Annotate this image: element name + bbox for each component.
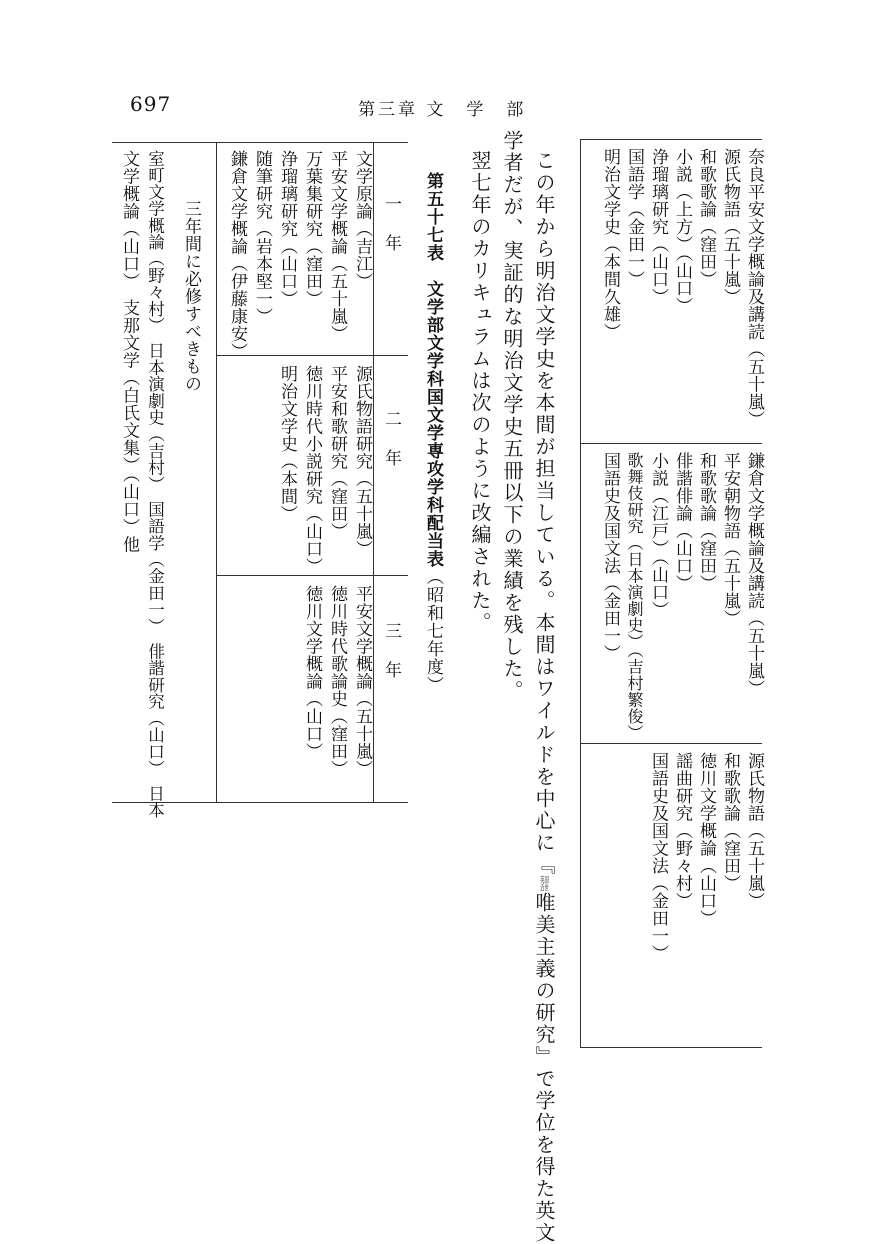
required-line-1: 室町文学概論（野々村） 日本演劇史（吉村） 国語学（金田一） 俳諧研究（山口） 日本 [145,150,165,819]
list-item: 平安文学概論（五十嵐） [352,585,372,778]
required-label: 三年間に必修すべきもの [181,200,201,393]
chapter-label: 第三章 [358,100,418,120]
list-item: 国語史及国文法（金田一） [600,452,620,662]
list-item: 国語学（金田一） [624,148,644,288]
list-item: 奈良平安文学概論及講読（五十嵐） [744,148,764,428]
list-item: 源氏物語（五十嵐） [744,752,764,910]
list-item: 平安文学概論（五十嵐） [327,150,347,343]
year2-column [220,365,372,575]
list-item: 和歌歌論（窪田） [720,752,740,892]
prose-line-3: 翌七年のカリキュラムは次のように改編された。 [468,150,492,634]
prose-line-1-a: この年から明治文学史を本間が担当している。本間はワイルドを中心に『 [532,150,556,876]
list-item: 平安朝物語（五十嵐） [720,452,740,627]
prose-line-2: 学者だが、実証的な明治文学史五冊以下の業績を残した。 [500,130,524,702]
list-item: 鎌倉文学概論（伊藤康安） [227,150,247,360]
list-item: 歌舞伎研究（日本演劇史）（吉村繁俊） [625,452,644,741]
prev-table-divider-1 [580,443,762,444]
prev-table-divider-2 [580,743,762,744]
required-line-2: 文学概論（山口） 支那文学（白氏文集）（山口）他 [119,150,139,553]
prev-table-col1 [590,148,762,443]
list-item: 小説（上方）（山口） [672,148,692,315]
ruby-annotation-2: 近世 [540,884,549,892]
list-item: 謡曲研究（野々村） [672,752,692,910]
prev-table-bottom-rule [580,1047,762,1048]
table-title: 文学部文学科国文学専攻学科配当表 [423,280,443,568]
list-item: 俳諧俳論（山口） [672,452,692,592]
list-item: 浄瑠璃研究（山口） [648,148,668,306]
prev-table-col2 [590,452,762,742]
table-divider-2 [216,575,408,576]
year1-column [220,150,372,360]
list-item: 小説（江戸）（山口） [648,452,668,619]
list-item: 徳川文学概論（山口） [302,585,322,760]
table-header-rule [373,142,374,803]
list-item: 徳川時代小説研究（山口） [302,365,322,575]
year3-header: 三年 [381,622,401,700]
list-item: 明治文学史（本間） [277,365,297,523]
list-item: 文学原論（吉江） [352,150,372,290]
ruby-annotation-1: 英国 [540,876,549,884]
prev-table-col3 [590,752,762,1042]
list-item: 万葉集研究（窪田） [302,150,322,308]
table-top-rule [112,142,408,143]
page-number: 697 [130,92,172,116]
table-year-note: （昭和七年度） [423,568,443,694]
list-item: 鎌倉文学概論及講読（五十嵐） [744,452,764,697]
running-header [358,95,526,120]
list-item: 明治文学史（本間久雄） [600,148,620,341]
prev-table-left-rule [580,139,581,1048]
list-item: 平安和歌研究（窪田） [327,365,347,540]
list-item: 徳川時代歌論史（窪田） [327,585,347,778]
list-item: 源氏物語研究（五十嵐） [352,365,372,558]
list-item: 徳川文学概論（山口） [696,752,716,927]
list-item: 和歌歌論（窪田） [696,452,716,592]
prose-line-1 [534,150,554,1244]
list-item: 随筆研究（岩本堅一） [252,150,272,325]
year3-column [220,585,370,795]
prose-line-1-b: 唯美主義の研究』で学位を得た英文 [532,892,556,1244]
year2-header: 二年 [381,410,401,488]
list-item: 源氏物語（五十嵐） [720,148,740,306]
table-section-rule [216,142,217,803]
year1-header: 一年 [381,195,401,273]
list-item: 国語史及国文法（金田一） [648,752,668,962]
table-caption [424,172,441,694]
chapter-title: 文 学 部 [426,100,527,120]
list-item: 和歌歌論（窪田） [696,148,716,288]
table-number: 第五十七表 [423,172,443,262]
list-item: 浄瑠璃研究（山口） [277,150,297,308]
prev-table-top-rule [580,139,762,140]
